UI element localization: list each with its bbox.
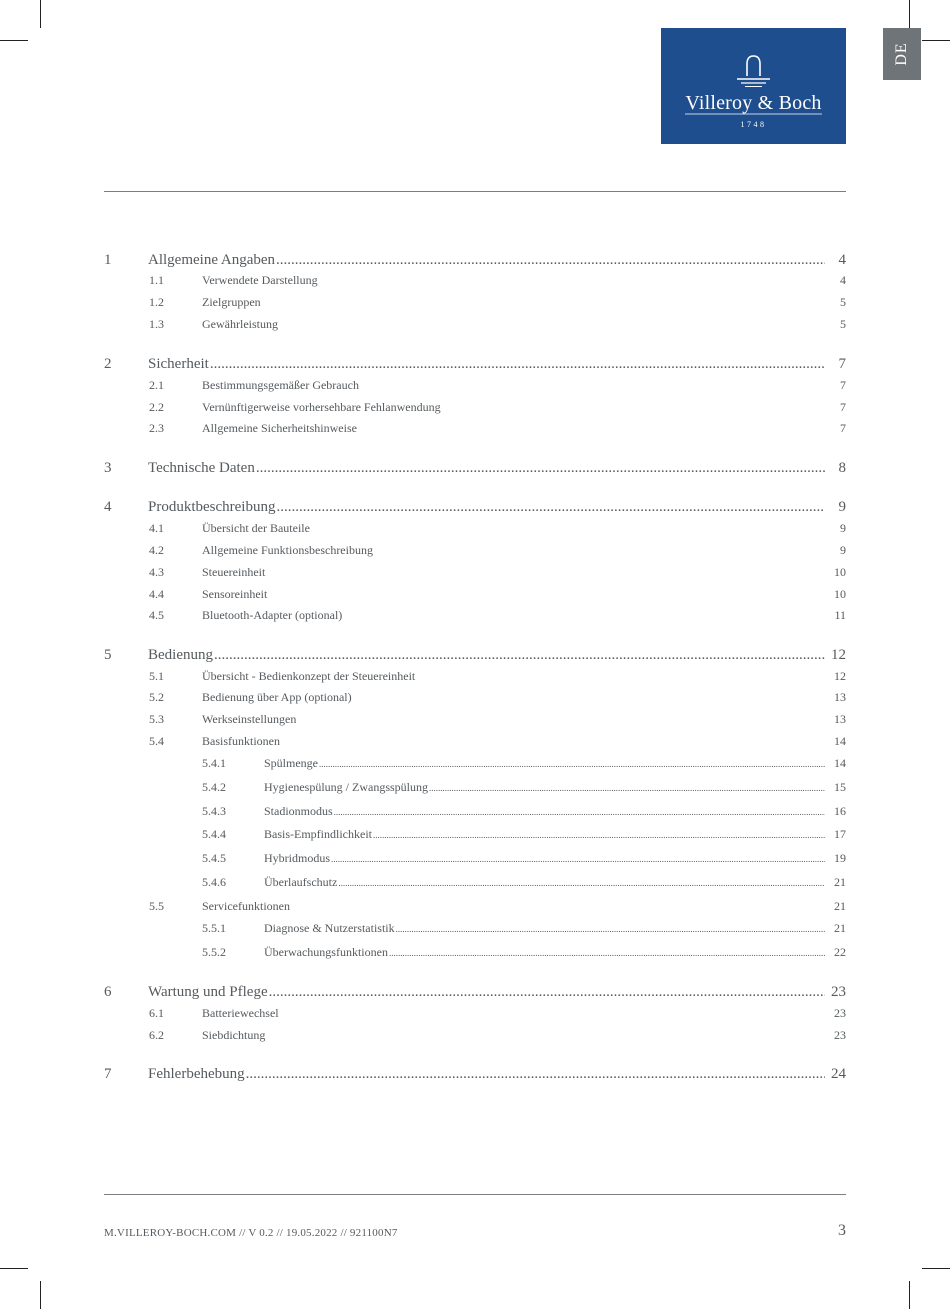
toc-entry-level-3[interactable] bbox=[0, 755, 950, 771]
toc-entry-page: 16 bbox=[834, 804, 846, 818]
toc-entry-level-3[interactable] bbox=[0, 944, 950, 960]
toc-entry-page: 21 bbox=[834, 899, 846, 913]
toc-entry-page: 15 bbox=[834, 780, 846, 794]
toc-entry-page: 13 bbox=[834, 712, 846, 726]
toc-dot-leader bbox=[256, 458, 825, 478]
toc-dot-leader bbox=[210, 354, 825, 374]
toc-entry-level-1[interactable] bbox=[0, 250, 950, 270]
toc-entry-level-1[interactable] bbox=[0, 1064, 950, 1084]
toc-entry-title bbox=[148, 458, 825, 478]
toc-entry-level-2[interactable] bbox=[0, 520, 950, 536]
toc-entry-number: 2.2 bbox=[149, 400, 164, 414]
crop-mark bbox=[0, 1268, 28, 1269]
toc-dot-leader bbox=[389, 945, 825, 961]
toc-entry-level-2[interactable] bbox=[0, 607, 950, 623]
toc-entry-level-2[interactable] bbox=[0, 542, 950, 558]
toc-dot-leader bbox=[373, 827, 825, 843]
toc-entry-title-text: Allgemeine Funktionsbeschreibung bbox=[202, 543, 373, 557]
toc-entry-title bbox=[264, 779, 825, 796]
toc-entry-title-text: Hybridmodus bbox=[264, 851, 330, 865]
toc-entry-title-text: Servicefunktionen bbox=[202, 899, 290, 913]
toc-entry-number: 6.1 bbox=[149, 1006, 164, 1020]
toc-entry-level-2[interactable] bbox=[0, 733, 950, 749]
toc-entry-number: 1.3 bbox=[149, 317, 164, 331]
toc-entry-number: 2.1 bbox=[149, 378, 164, 392]
toc-entry-title bbox=[264, 944, 825, 961]
toc-entry-level-3[interactable] bbox=[0, 779, 950, 795]
toc-entry-number: 5.4.5 bbox=[202, 851, 226, 865]
toc-entry-number: 5.4.6 bbox=[202, 875, 226, 889]
toc-entry-title bbox=[264, 920, 825, 937]
toc-entry-level-2[interactable] bbox=[0, 711, 950, 727]
toc-dot-leader bbox=[334, 804, 825, 820]
toc-entry-title bbox=[148, 645, 825, 665]
toc-entry-level-2[interactable] bbox=[0, 316, 950, 332]
toc-entry-title bbox=[202, 377, 825, 393]
toc-entry-number: 1.1 bbox=[149, 273, 164, 287]
toc-entry-number: 5 bbox=[104, 647, 112, 663]
toc-dot-leader bbox=[269, 982, 825, 1002]
toc-entry-level-2[interactable] bbox=[0, 377, 950, 393]
toc-dot-leader bbox=[246, 1064, 825, 1084]
toc-entry-level-3[interactable] bbox=[0, 850, 950, 866]
toc-entry-number: 3 bbox=[104, 460, 112, 476]
toc-entry-page: 9 bbox=[840, 543, 846, 557]
toc-entry-level-3[interactable] bbox=[0, 920, 950, 936]
toc-entry-title bbox=[264, 874, 825, 891]
toc-entry-title-text: Werkseinstellungen bbox=[202, 712, 297, 726]
toc-entry-number: 5.4.2 bbox=[202, 780, 226, 794]
toc-entry-level-2[interactable] bbox=[0, 668, 950, 684]
toc-entry-title-text: Bedienung über App (optional) bbox=[202, 690, 352, 704]
toc-entry-title-text: Basisfunktionen bbox=[202, 734, 280, 748]
toc-entry-title-text: Allgemeine Sicherheitshinweise bbox=[202, 421, 357, 435]
toc-entry-number: 4.3 bbox=[149, 565, 164, 579]
toc-entry-number: 4.4 bbox=[149, 587, 164, 601]
toc-entry-number: 5.4.1 bbox=[202, 756, 226, 770]
toc-entry-title bbox=[148, 354, 825, 374]
toc-entry-page: 19 bbox=[834, 851, 846, 865]
toc-entry-page: 10 bbox=[834, 587, 846, 601]
toc-entry-title-text: Technische Daten bbox=[148, 460, 255, 476]
toc-entry-number: 5.2 bbox=[149, 690, 164, 704]
toc-dot-leader bbox=[396, 921, 825, 937]
crop-mark bbox=[922, 40, 950, 41]
toc-entry-page: 23 bbox=[831, 984, 846, 1000]
toc-entry-title-text: Bluetooth-Adapter (optional) bbox=[202, 608, 343, 622]
crop-mark bbox=[922, 1268, 950, 1269]
toc-entry-page: 14 bbox=[834, 756, 846, 770]
toc-entry-page: 5 bbox=[840, 295, 846, 309]
toc-entry-page: 7 bbox=[840, 378, 846, 392]
toc-entry-page: 7 bbox=[838, 356, 846, 372]
toc-entry-page: 8 bbox=[838, 460, 846, 476]
toc-entry-title bbox=[202, 520, 825, 536]
toc-entry-level-2[interactable] bbox=[0, 420, 950, 436]
toc-entry-title-text: Überlaufschutz bbox=[264, 875, 338, 889]
toc-entry-level-2[interactable] bbox=[0, 294, 950, 310]
toc-entry-number: 5.4.4 bbox=[202, 827, 226, 841]
toc-entry-title-text: Bedienung bbox=[148, 647, 213, 663]
toc-entry-page: 11 bbox=[834, 608, 846, 622]
toc-entry-number: 5.5 bbox=[149, 899, 164, 913]
toc-entry-title-text: Siebdichtung bbox=[202, 1028, 266, 1042]
toc-entry-page: 10 bbox=[834, 565, 846, 579]
toc-entry-number: 7 bbox=[104, 1066, 112, 1082]
toc-entry-level-2[interactable] bbox=[0, 1005, 950, 1021]
toc-entry-number: 2.3 bbox=[149, 421, 164, 435]
toc-entry-page: 7 bbox=[840, 421, 846, 435]
toc-entry-title bbox=[202, 272, 825, 288]
toc-entry-title bbox=[202, 1027, 825, 1043]
toc-entry-level-2[interactable] bbox=[0, 399, 950, 415]
crop-mark bbox=[0, 40, 28, 41]
toc-entry-number: 2 bbox=[104, 356, 112, 372]
footer-rule bbox=[104, 1194, 846, 1195]
toc-entry-title-text: Wartung und Pflege bbox=[148, 984, 268, 1000]
toc-entry-title-text: Hygienespülung / Zwangsspülung bbox=[264, 780, 428, 794]
toc-entry-title bbox=[264, 850, 825, 867]
toc-entry-title-text: Produktbeschreibung bbox=[148, 499, 276, 515]
toc-entry-page: 9 bbox=[840, 521, 846, 535]
toc-entry-level-2[interactable] bbox=[0, 1027, 950, 1043]
toc-entry-level-2[interactable] bbox=[0, 272, 950, 288]
toc-entry-title-text: Spülmenge bbox=[264, 756, 318, 770]
toc-entry-level-2[interactable] bbox=[0, 564, 950, 580]
toc-entry-number: 1 bbox=[104, 252, 112, 268]
toc-entry-level-3[interactable] bbox=[0, 826, 950, 842]
toc-dot-leader bbox=[338, 875, 825, 891]
toc-entry-title bbox=[202, 316, 825, 332]
toc-dot-leader bbox=[276, 250, 825, 270]
toc-entry-page: 14 bbox=[834, 734, 846, 748]
toc-entry-title bbox=[202, 689, 825, 705]
toc-entry-number: 5.5.1 bbox=[202, 921, 226, 935]
toc-entry-title bbox=[264, 803, 825, 820]
toc-entry-title bbox=[202, 668, 825, 684]
toc-entry-title bbox=[264, 755, 825, 772]
toc-dot-leader bbox=[429, 780, 825, 796]
toc-entry-page: 4 bbox=[838, 252, 846, 268]
footer-imprint: M.VILLEROY-BOCH.COM // V 0.2 // 19.05.2022 // 921100N7 bbox=[104, 1227, 398, 1239]
toc-entry-title-text: Sicherheit bbox=[148, 356, 209, 372]
toc-entry-title bbox=[264, 826, 825, 843]
toc-entry-level-2[interactable] bbox=[0, 689, 950, 705]
toc-entry-title bbox=[202, 542, 825, 558]
toc-entry-page: 21 bbox=[834, 921, 846, 935]
toc-entry-title-text: Übersicht - Bedienkonzept der Steuereinheit bbox=[202, 669, 416, 683]
toc-entry-level-2[interactable] bbox=[0, 586, 950, 602]
toc-entry-number: 5.5.2 bbox=[202, 945, 226, 959]
brand-logo bbox=[661, 28, 846, 144]
toc-entry-title-text: Vernünftigerweise vorhersehbare Fehlanwendung bbox=[202, 400, 441, 414]
toc-entry-page: 24 bbox=[831, 1066, 846, 1082]
toc-entry-page: 13 bbox=[834, 690, 846, 704]
toc-entry-page: 21 bbox=[834, 875, 846, 889]
toc-entry-title bbox=[202, 607, 825, 623]
toc-entry-title bbox=[202, 564, 825, 580]
toc-entry-title-text: Stadionmodus bbox=[264, 804, 333, 818]
toc-entry-page: 5 bbox=[840, 317, 846, 331]
toc-entry-title bbox=[202, 733, 825, 749]
toc-entry-page: 23 bbox=[834, 1028, 846, 1042]
toc-entry-title-text: Übersicht der Bauteile bbox=[202, 521, 310, 535]
brand-year: 1748 bbox=[740, 120, 767, 129]
toc-entry-title bbox=[202, 399, 825, 415]
toc-entry-page: 12 bbox=[834, 669, 846, 683]
toc-entry-title-text: Diagnose & Nutzerstatistik bbox=[264, 921, 395, 935]
toc-entry-title bbox=[202, 294, 825, 310]
toc-dot-leader bbox=[214, 645, 825, 665]
toc-entry-title bbox=[202, 420, 825, 436]
header-rule bbox=[104, 191, 846, 192]
toc-entry-number: 5.4 bbox=[149, 734, 164, 748]
toc-entry-page: 12 bbox=[831, 647, 846, 663]
toc-entry-title-text: Überwachungsfunktionen bbox=[264, 945, 388, 959]
toc-entry-number: 5.1 bbox=[149, 669, 164, 683]
toc-dot-leader bbox=[319, 756, 825, 772]
toc-entry-title bbox=[148, 982, 825, 1002]
toc-dot-leader bbox=[276, 497, 825, 517]
toc-entry-title bbox=[202, 898, 825, 914]
crop-mark bbox=[909, 0, 910, 28]
toc-entry-title-text: Basis-Empfindlichkeit bbox=[264, 827, 372, 841]
crop-mark bbox=[909, 1281, 910, 1309]
toc-dot-leader bbox=[331, 851, 825, 867]
toc-entry-level-1[interactable] bbox=[0, 458, 950, 478]
toc-entry-title bbox=[202, 586, 825, 602]
toc-entry-title bbox=[148, 497, 825, 517]
toc-entry-page: 4 bbox=[840, 273, 846, 287]
page-number: 3 bbox=[838, 1222, 846, 1239]
toc-entry-number: 1.2 bbox=[149, 295, 164, 309]
toc-entry-title-text: Bestimmungsgemäßer Gebrauch bbox=[202, 378, 359, 392]
toc-entry-number: 5.3 bbox=[149, 712, 164, 726]
toc-entry-level-3[interactable] bbox=[0, 803, 950, 819]
toc-entry-number: 6 bbox=[104, 984, 112, 1000]
toc-entry-title-text: Fehlerbehebung bbox=[148, 1066, 245, 1082]
toc-entry-level-1[interactable] bbox=[0, 982, 950, 1002]
language-tab-label: DE bbox=[893, 42, 910, 66]
toc-entry-number: 4.2 bbox=[149, 543, 164, 557]
toc-entry-level-1[interactable] bbox=[0, 354, 950, 374]
toc-entry-number: 4.5 bbox=[149, 608, 164, 622]
toc-entry-title-text: Gewährleistung bbox=[202, 317, 278, 331]
toc-entry-page: 9 bbox=[838, 499, 846, 515]
toc-entry-title-text: Steuereinheit bbox=[202, 565, 266, 579]
toc-entry-number: 6.2 bbox=[149, 1028, 164, 1042]
toc-entry-title bbox=[148, 1064, 825, 1084]
toc-entry-page: 7 bbox=[840, 400, 846, 414]
toc-entry-level-1[interactable] bbox=[0, 645, 950, 665]
toc-entry-page: 22 bbox=[834, 945, 846, 959]
toc-entry-title-text: Sensoreinheit bbox=[202, 587, 268, 601]
toc-entry-page: 17 bbox=[834, 827, 846, 841]
toc-entry-title bbox=[202, 1005, 825, 1021]
toc-entry-level-3[interactable] bbox=[0, 874, 950, 890]
toc-entry-number: 4 bbox=[104, 499, 112, 515]
toc-entry-title-text: Batteriewechsel bbox=[202, 1006, 279, 1020]
toc-entry-title-text: Zielgruppen bbox=[202, 295, 261, 309]
brand-name: Villeroy & Boch bbox=[685, 92, 822, 114]
toc-entry-page: 23 bbox=[834, 1006, 846, 1020]
crop-mark bbox=[40, 0, 41, 28]
language-tab bbox=[883, 28, 921, 80]
toc-entry-level-2[interactable] bbox=[0, 898, 950, 914]
toc-entry-title bbox=[202, 711, 825, 727]
crop-mark bbox=[40, 1281, 41, 1309]
toc-entry-title-text: Allgemeine Angaben bbox=[148, 252, 276, 268]
toc-entry-level-1[interactable] bbox=[0, 497, 950, 517]
toc-entry-title-text: Verwendete Darstellung bbox=[202, 273, 318, 287]
toc-entry-number: 5.4.3 bbox=[202, 804, 226, 818]
toc-entry-number: 4.1 bbox=[149, 521, 164, 535]
toc-entry-title bbox=[148, 250, 825, 270]
